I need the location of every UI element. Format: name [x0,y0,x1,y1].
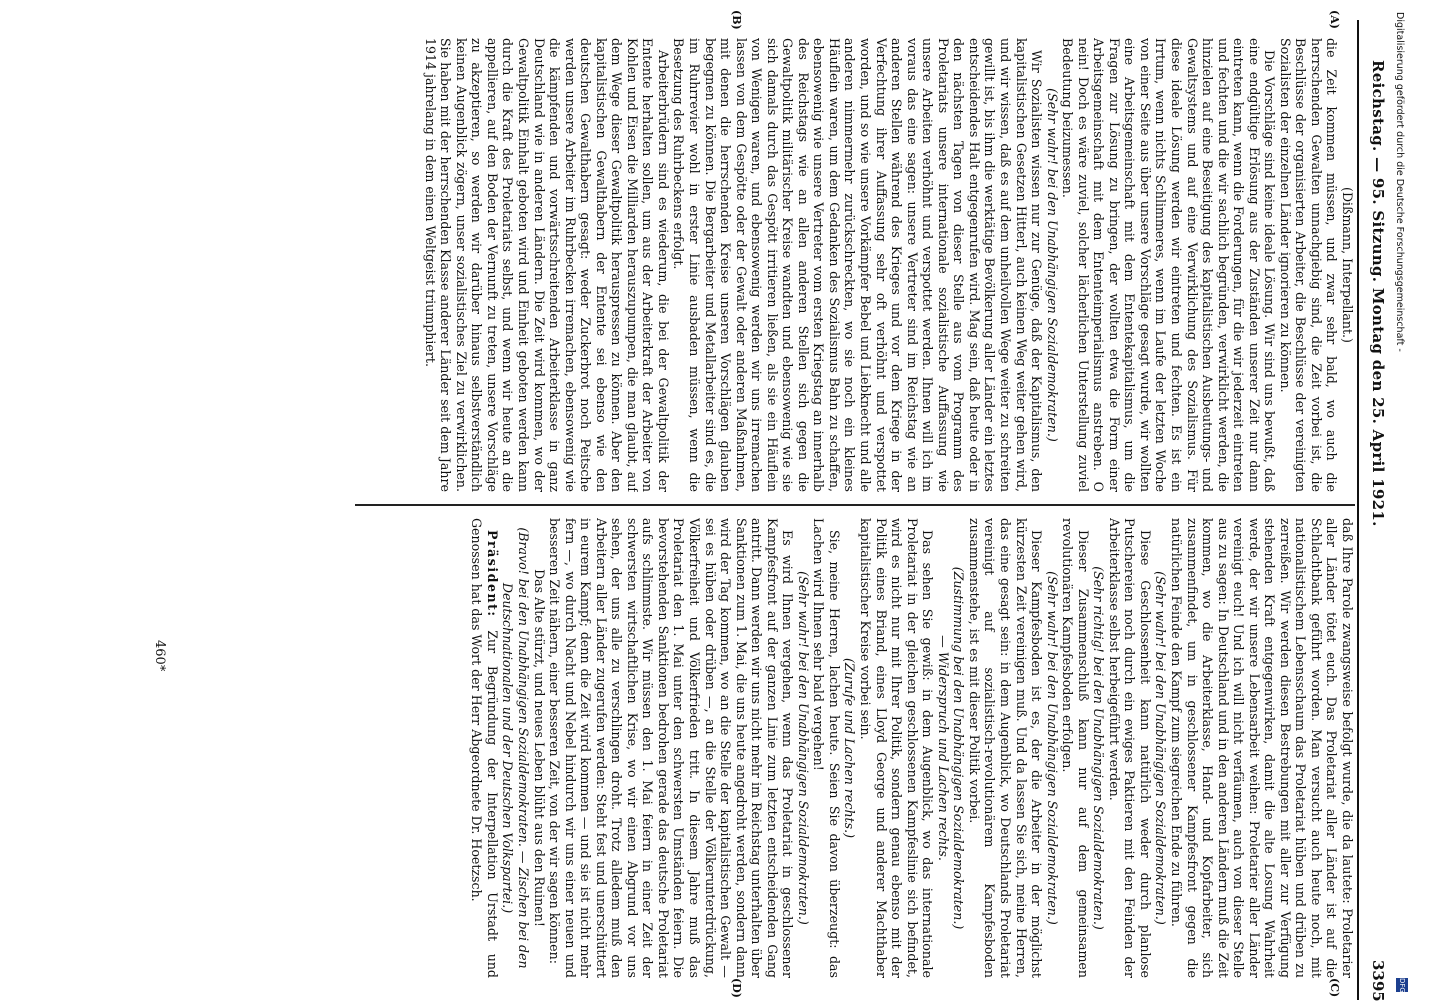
speaker-line: (Dißmann, Interpellant.) [1340,187,1355,343]
applause-note: (Sehr wahr! bei den Unabhängigen Sozialdemokraten.) [1153,571,1169,925]
paragraph: Die Vorschläge sind keine ideale Lösung. Wir sind uns bewußt, daß eine endgültige Erlösung aus der Zuständen unserer Zeit nur dann eintreten kann, wenn die Forderungen, für die wir jederzeit eintreten und fechten und die wir sachlich begründen, verwirklicht werden, die hinzielen auf eine Beseitigung des kapitalistischen Ausbeutungs- und Gewaltsystems und auf eine Verwirklichung des Sozialismus. Für diese ideale Lösung werden wir eintreten und fechten. Es ist ein Irrtum, wenn nichts Schlimmeres, wenn im Laufe der letzten Woche von einer Seite aus über unsere Vorschläge gesagt wurde, wir wollten eine Arbeitsgemeinschaft mit dem Ententekapitalismus, um die Fragen zur Lösung zu bringen, der wollten etwa die Form einer Arbeitsgemeinschaft mit dem Ententeimperialismus anstreben. O nein! Doch es wäre zuviel, solcher lächerlichen Unterstellung zuviel Bedeutung beizumessen. [1060,38,1278,492]
paragraph: daß Ihre Parole zwangsweise befolgt wurde, die da lautete: Proletarier aller Länder tötet euch. Das Proletariat aller Länder ist auf die Schlachtbank geführt worden. Man versucht auch heute noch, mit nationalistischem Lebensschaum das Proletariat hüben und drüben zu zerreißen. Wir werden diesen Bestrebungen mit aller zur Verfügung stehenden Kraft entgegenwirken, damit die alte Losung Wahrheit werde, der wir unsere Lebensarbeit weihen: Proletarier aller Länder vereinigt euch! Und ich will nicht verfäumen, auch von dieser Stelle aus zu sagen: In Deutschland und in den anderen Ländern muß die Zeit kommen, wo die Arbeiterklasse, Hand- und Kopfarbeiter, sich zusammenfindet, um in geschlossener Kampfesfront gegen die natürlichen Feinde den Kampf zum siegreichen Ende zu führen. [1168,518,1355,978]
president-paragraph [469,518,500,978]
president-label: Präsident: [484,530,500,618]
page-footer-number: 460* [152,640,167,672]
column-divider [355,504,1355,506]
page-header [1359,0,1389,1000]
paragraph: Diese Geschlossenheit kann natürlich weder durch planlose Putschereien noch durch ein ewiges Paktieren mit den Feinden der Arbeiterklasse selbst herbeigeführt werden. [1106,518,1153,978]
dfg-logo: DFG [1398,978,1406,993]
footer-text: Digitalisierung gefördert durch die Deutsche Forschungsgemeinschaft - [1394,12,1405,352]
margin-marker-c: (C) [1328,978,1341,998]
president-text: Zur Begründung der Interpellation Urstadt und Genossen hat das Wort der Herr Abgeordnete Dr. Hoetzsch. [469,518,500,978]
paragraph: Sie, meine Herren, lachen heute. Seien Sie davon überzeugt: das Lachen wird Ihnen sehr bald vergehen! [811,518,842,978]
header-page-number: 3395 [1369,960,1387,1002]
header-rule [1357,20,1359,1000]
applause-note: (Bravo! bei den Unabhängigen Sozialdemokraten. — Zischen bei den Deutschnationalen und der Deutschen Volkspartei.) [500,527,532,969]
paragraph: Dieser Kampfesboden ist es, der die Arbeiter in der möglichst kürzesten Zeit vereinigen muß. Und da lassen Sie sich, meine Herren, das eine gesagt sein: in dem Augenblick, wo Deutschlands Proletariat vereinigt auf sozialistisch-revolutionärem Kampfesboden zusammenstehe, ist es mit dieser Politik vorbei. [966,518,1045,978]
applause-note: (Sehr richtig! bei den Unabhängigen Sozialdemokraten.) [1091,566,1107,930]
quote: Das Alte stürzt, und neues Leben blüht aus den Ruinen! [531,569,547,927]
applause-note: (Sehr wahr! bei den Unabhängigen Sozialdemokraten.) [1044,88,1060,442]
applause-note: (Sehr wahr! bei den Unabhängigen Sozialdemokraten.) [795,571,811,925]
margin-marker-d: (D) [730,978,743,998]
digitization-footer [1388,0,1408,1000]
margin-marker-b: (B) [730,10,743,30]
interjection-note: — Widerspruch und Lachen rechts. [935,635,951,861]
paragraph: Arbeiterbrüdern sind es wiederum, die bei der Gewaltpolitik der Entente herhalten sollen, um aus der Arbeiterkraft der Arbeiter von Kohlen und Eisen die Milliarden herauszupumpen, die man glaubt, auf dem Wege dieser Gewaltpolitik herauspressen zu können. Aber den kapitalistischen Gewalthabern der Entente sei ebenso wie den deutschen Gewalthabern gesagt: weder Zuckerbrot noch Peitsche werden unsere Arbeiter im Ruhrbecken irremachen, ebensowenig wie die kämpfenden und vorwärtsschreitenden Arbeiterklasse in ganz Deutschland wie in anderen Ländern. Die Zeit wird kommen, wo der Gewaltpolitik Einhalt geboten wird und Einheit geboten werden kann durch die Kraft des Proletariats selbst, und wenn wir heute an die appellieren, auf den Boden der Vernunft zu treten, unsere Vorschläge zu akzeptieren, so werden wir darüber hinaus selbstverständlich keinen Augenblick zögern, unser sozialistisches Ziel zu verwirklichen. Sie haben mit der herrschenden Klasse anderer Länder seit dem Jahre 1914 jahrelang in dem einen Weltgeist triumphiert. [422,38,671,492]
paragraph: die Zeit kommen müssen, und zwar sehr bald, wo auch die herrschenden Gewalten unnachgiebig sind, die Zeit vorbei ist, die Beschlüsse der organisierten Arbeiter, die Beschlüsse der vereinigten Sozialisten der einzelnen Länder ignorieren zu können. [1277,38,1340,492]
paragraph: Wir Sozialisten wissen nur zur Genüge, daß der Kapitalismus, den kapitalistischen Gesetzen Hitterl, auch keinen Weg weiter gehen wird, und wir wissen, daß es auf dem unheilvollen Wege weiter zu schreiten gewillt ist, bis ihm die werktätige Bevölkerung aller Länder ein letztes entscheidendes Halt entgegenrufen wird. Mag sein, daß heute oder in den nächsten Tagen von dieser Stelle aus vom Programm des Proletariats unsere internationale sozialistische Auffassung wie unsere Arbeiten verhöhnt und verspottet werden. Ihnen will ich im voraus das eine sagen: unsere Vertreter sind im Reichstag wie an anderen Stellen während des Krieges und vor dem Kriege in der Verfechtung ihrer Auffassung sehr oft verhöhnt und verspottet worden, und so wie unsere Vorkämpfer Bebel und Liebknecht und alle anderen nimmermehr zurückschreckten, wo sie noch ein kleines Häuflein waren, um dem Gedanken des Sozialismus Bahn zu schaffen, ebensowenig wie unsere Vertreter vom ersten Kriegstag an innerhalb des Reichstags wie an allen anderen Stellen sich gegen die Gewaltpolitik militärischer Kreise wandten und ebensowenig wie sie sich damals durch das Gespött irritieren ließen, als sie ein Häuflein von Wenigen waren, und ebensowenig werden wir uns irremachen lassen von dem Gespötte oder der Gewalt oder anderen Maßnahmen, mit denen die herrschenden Kreise unseren Vorschlägen glauben begegnen zu können. Die Bergarbeiter und Metallarbeiter sind es, die im Ruhrrevier wohl in erster Linie ausbaden müssen, wenn die Besetzung des Ruhrbeckens erfolgt. [671,38,1045,492]
applause-note: (Zustimmung bei den Unabhängigen Sozialdemokraten.) [951,566,967,930]
paragraph: Es wird Ihnen vergehen, wenn das Proletariat in geschlossener Kampfesfront auf der ganzen Linie zum letzten entscheidenden Gang antritt. Dann werden wir uns nicht mehr im Reichstag unterhalten über Sanktionen zum 1. Mai, die uns heute angedroht werden, sondern dann wird der Tag kommen, wo an die Stelle der kapitalistischen Gewalt — sei es hüben oder drüben —, an die Stelle der Völkerunterdrückung, Völkerfreiheit und Völkerfrieden tritt. In diesem Jahre muß das Proletariat den 1. Mai unter den schwersten Umständen feiern. Die bevorstehenden Sanktionen bedrohen gerade das deutsche Proletariat aufs schlimmste. Wir müssen den 1. Mai feiern in einer Zeit der schwersten wirtschaftlichen Krise, wo wir einen Abgrund vor uns sehen, der uns alle zu verschlingen droht. Trotz alledem muß den Arbeitern aller Länder zugerufen werden: Steht fest und unerschüttert in eurem Kampf; denn die Zeit wird kommen — und sie ist nicht mehr fern —, wo durch Nacht und Nebel hindurch wir uns einer neuen und besseren Zeit nähern, einer besseren Zeit, von der wir sagen können: [547,518,796,978]
margin-marker-a: (A) [1328,10,1341,29]
paragraph: Das sehen Sie gewiß: in dem Augenblick, wo das internationale Proletariat in der gleichen geschlossenen Kampfeslinie sich befindet, wird es nicht nur mit Ihrer Politik, sondern genau ebenso mit der Politik eines Briand, eines Lloyd George und anderer Machthaber kapitalistischer Kreise vorbei sein. [858,518,936,978]
column-right [325,518,1355,978]
interjection-note: (Zurufe und Lachen rechts.) [842,658,858,838]
paragraph: Dieser Zusammenschluß kann nur auf dem gemeinsamen revolutionären Kampfesboden erfolgen. [1060,518,1091,978]
document-page [15,0,1395,1000]
header-title: Reichstag. — 95. Sitzung. Montag den 25. April 1921. [1369,60,1387,527]
applause-note: (Sehr wahr! bei den Unabhängigen Sozialdemokraten.) [1044,571,1060,925]
column-left [325,38,1355,492]
